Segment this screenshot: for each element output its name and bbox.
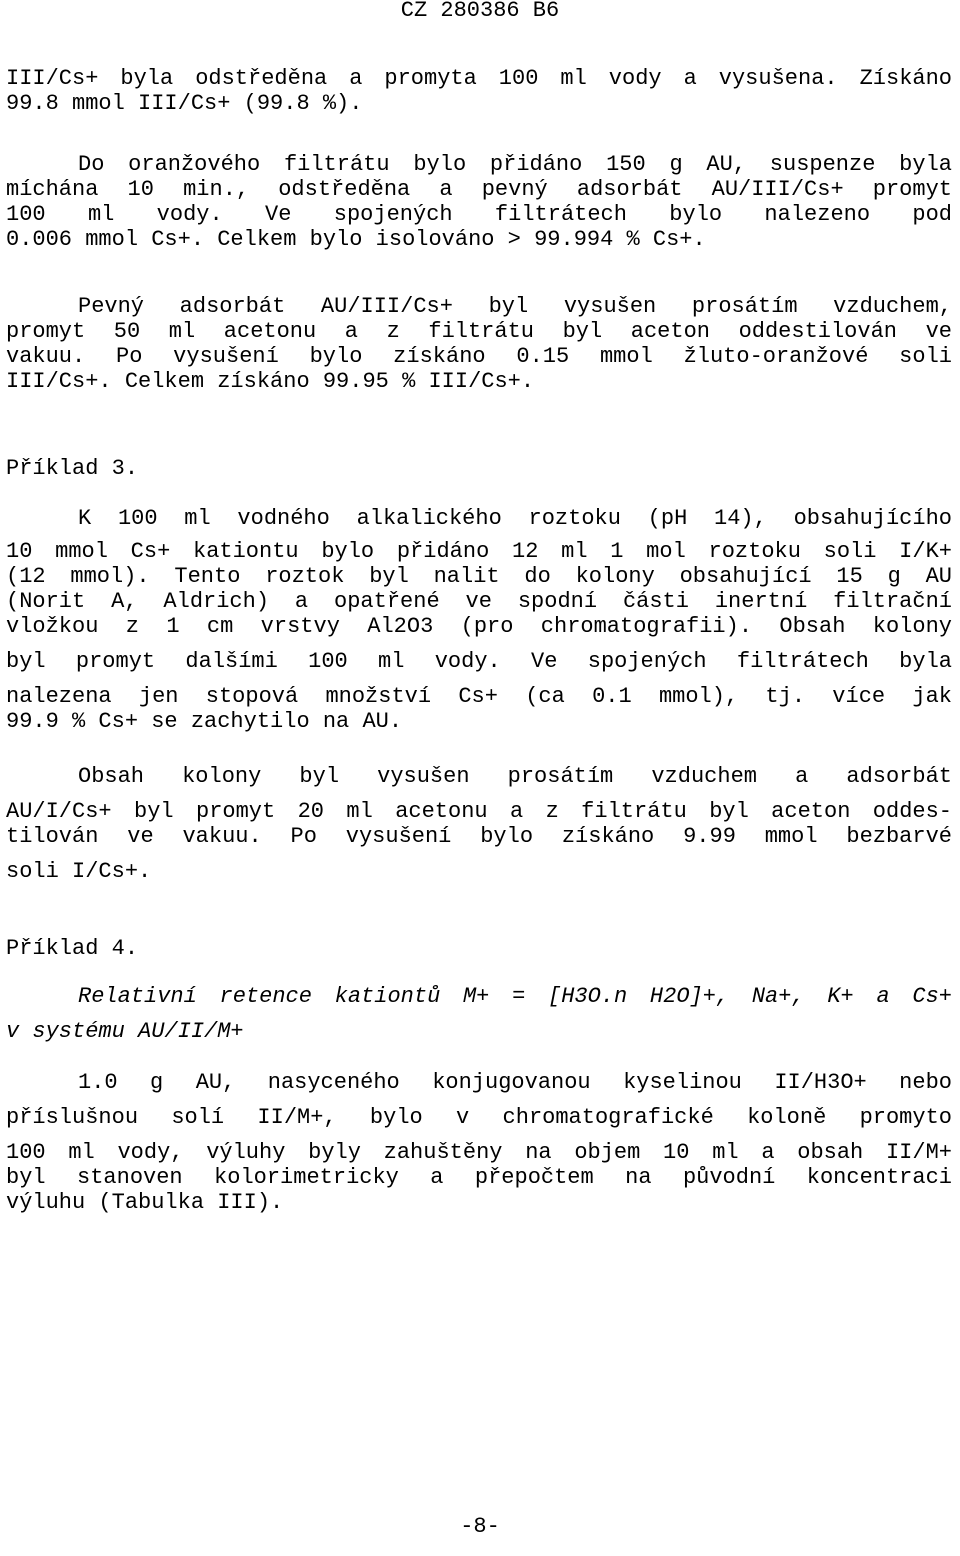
paragraph-line: tilován ve vakuu. Po vysušení bylo získáno 9.99 mmol bezbarvé (6, 824, 952, 849)
paragraph-line: promyt 50 ml acetonu a z filtrátu byl aceton oddestilován ve (6, 319, 952, 344)
paragraph-line: soli I/Cs+. (6, 859, 152, 884)
paragraph-line: příslušnou solí II/M+, bylo v chromatografické koloně promyto (6, 1105, 952, 1130)
paragraph-line: Do oranžového filtrátu bylo přidáno 150 g AU, suspenze byla (78, 152, 952, 177)
paragraph-line: v systému AU/II/M+ (6, 1019, 244, 1044)
paragraph-4 (6, 506, 952, 734)
paragraph-line: 1.0 g AU, nasyceného konjugovanou kyselinou II/H3O+ nebo (78, 1070, 952, 1095)
paragraph-7 (6, 1070, 952, 1215)
paragraph-line: Relativní retence kationtů M+ = [H3O.n H2O]+, Na+, K+ a Cs+ (78, 984, 952, 1009)
paragraph-line: (12 mmol). Tento roztok byl nalit do kolony obsahující 15 g AU (6, 564, 952, 589)
paragraph-line: nalezena jen stopová množství Cs+ (ca 0.1 mmol), tj. více jak (6, 684, 952, 709)
paragraph-line: Obsah kolony byl vysušen prosátím vzduchem a adsorbát (78, 764, 952, 789)
example-3-heading: Příklad 3. (6, 456, 139, 481)
document-number: CZ 280386 B6 (400, 0, 560, 23)
example-4-heading: Příklad 4. (6, 936, 139, 961)
paragraph-line: 100 ml vody, výluhy byly zahuštěny na objem 10 ml a obsah II/M+ (6, 1140, 952, 1165)
paragraph-line: 99.9 % Cs+ se zachytilo na AU. (6, 709, 403, 734)
page-number: -8- (460, 1514, 500, 1539)
paragraph-line: výluhu (Tabulka III). (6, 1190, 284, 1215)
paragraph-2 (6, 152, 952, 252)
paragraph-3 (6, 294, 952, 394)
paragraph-line: míchána 10 min., odstředěna a pevný adsorbát AU/III/Cs+ promyt (6, 177, 952, 202)
paragraph-line: 10 mmol Cs+ kationtu bylo přidáno 12 ml 1 mol roztoku soli I/K+ (6, 539, 952, 564)
paragraph-line: AU/I/Cs+ byl promyt 20 ml acetonu a z filtrátu byl aceton oddes- (6, 799, 952, 824)
paragraph-line: (Norit A, Aldrich) a opatřené ve spodní části inertní filtrační (6, 589, 952, 614)
paragraph-line: Pevný adsorbát AU/III/Cs+ byl vysušen prosátím vzduchem, (78, 294, 952, 319)
paragraph-line: K 100 ml vodného alkalického roztoku (pH 14), obsahujícího (78, 506, 952, 531)
paragraph-line: vložkou z 1 cm vrstvy Al2O3 (pro chromatografii). Obsah kolony (6, 614, 952, 639)
paragraph-line: 0.006 mmol Cs+. Celkem bylo isolováno > 99.994 % Cs+. (6, 227, 706, 252)
paragraph-line: 100 ml vody. Ve spojených filtrátech bylo nalezeno pod (6, 202, 952, 227)
paragraph-1 (6, 66, 952, 116)
paragraph-line: vakuu. Po vysušení bylo získáno 0.15 mmol žluto-oranžové soli (6, 344, 952, 369)
paragraph-line: III/Cs+. Celkem získáno 99.95 % III/Cs+. (6, 369, 535, 394)
paragraph-line: byl stanoven kolorimetricky a přepočtem na původní koncentraci (6, 1165, 952, 1190)
paragraph-line: III/Cs+ byla odstředěna a promyta 100 ml vody a vysušena. Získáno (6, 66, 952, 91)
paragraph-5 (6, 764, 952, 884)
paragraph-line: byl promyt dalšími 100 ml vody. Ve spojených filtrátech byla (6, 649, 952, 674)
paragraph-6 (6, 984, 952, 1044)
paragraph-line: 99.8 mmol III/Cs+ (99.8 %). (6, 91, 363, 116)
